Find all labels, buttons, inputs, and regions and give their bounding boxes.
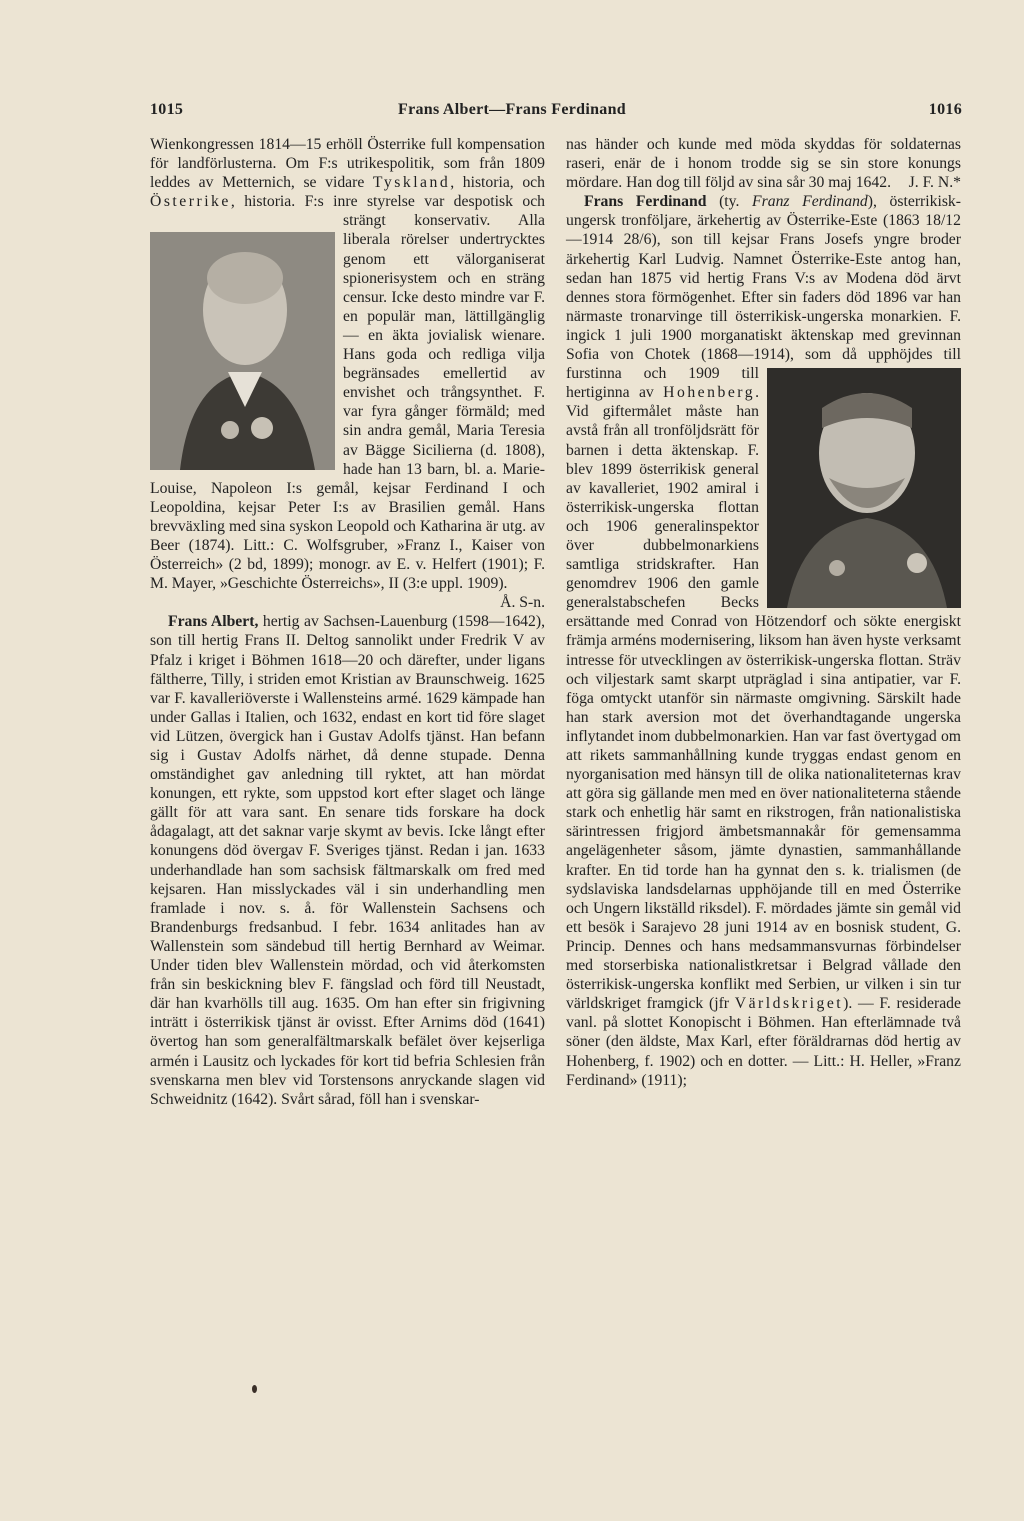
text-span: hertig av Sachsen-Lauenburg (1598—1642), son till hertig Frans II. Deltog sannolikt under Fredrik V av Pfalz i kriget i Böhmen 1618—20 och därefter, under ligans fältherre, Tilly, i striden emot Kristian av Braunschweig. 1625 var F. kavalleriöverste i Wallensteins armé. 1629 kämpade han under Gallas i Italien, och 1632, endast en kort tid före slaget vid Lützen, övergick han i Gustav Adolfs tjänst. Han befann sig i Gustav Adolfs närhet, då denne stupade. Denna omständighet gav anledning till ryktet, att han mördat konungen, ett rykte, som uppstod kort efter slaget och länge gällt för att vara sant. En senare tids forskare ha dock ådagalagt, att det saknar varje skymt av bevis. Icke långt efter konungens död övergav F. Sveriges tjänst. Redan i jan. 1633 underhandlade han som sachsisk fältmarskalk om fred med kejsaren. Han misslyckades väl i sin underhandling men framlade i nov. s. å. för Wallenstein Sachsens och Brandenburgs fredsanbud. I febr. 1634 anlitades han av Wallenstein som sändebud till hertig Bernhard av Weimar. Under tiden blev Wallenstein mördad, och vid återkomsten från sin beskickning blev F. fängslad och förd till Neustadt, där han kvarhölls till aug. 1635. Om han efter sin frigivning inträtt i österrikisk tjänst är ovisst. Efter Arnims död (1641) övertog han som generalfältmarskalk befälet över kejserliga armén i Lausitz och lyckades för kort tid befria Schlesien från svenskarna men blev vid Torstensons anryckande slagen vid Schweidnitz (1642). Svårt sårad, föll han i svenskar- xyxy=(150,613,545,1108)
entry-frans-albert xyxy=(150,612,545,1108)
ink-blot xyxy=(252,1385,257,1393)
german-name: Franz Ferdinand xyxy=(752,193,868,211)
author-signature: Å. S-n. xyxy=(500,594,545,612)
entry-frans-ferdinand xyxy=(566,192,961,1089)
text-span: , historia. F:s inre styrelse var despotisk och strängt konservativ. Alla liberala rörelser undertrycktes genom ett välorganiserat spionerisystem och en sträng censur. Icke desto mindre var F. en populär man, lättillgänglig — en äkta jovialisk wienare. Hans goda och redliga vilja begränsades emellertid av envishet och trångsynthet. F. var fyra gånger förmäld; med sin andra gemål, Maria Teresia av Bägge Sicilierna (d. 1808), hade han 13 barn, bl. a. Marie-Louise, Napoleon I:s gemål, kejsar Ferdinand I och Leopoldina, kejsar Peter I:s av Brasilien gemål. Hans brevväxling med sina syskon Leopold och Katharina är utg. av Beer (1874). Litt.: C. Wolfsgruber, »Franz I., Kaiser von Österreich» (2 bd, 1899); monogr. av E. v. Helfert (1901); F. M. Mayer, »Geschichte Österreichs», II (3:e uppl. 1909). xyxy=(150,193,545,593)
author-signature: J. F. N.* xyxy=(908,174,961,192)
text-span: . Vid giftermålet måste han avstå från all tronföljdsrätt för barnen i detta äktenskap. F. blev 1899 österrikisk general av kavalleriet, 1902 amiral i österrikisk-ungerska flottan och 1906 generalinspektor över dubbelmonarkiens samtliga stridskrafter. Han genomdrev 1906 den gamle generalstabschefen Becks ersättande med Conrad von Hötzendorf och sökte energiskt främja arméns modernisering, liksom han även hyste verksamt intresse för utvecklingen av österrikisk-ungerska flottan. Sträv och viljestark samt skarpt utpräglad i sina antipatier, var F. föga omtyckt utanför sin närmaste omgivning. Särskilt hade han stark aversion mot det överhandtagande ungerska inflytandet inom dubbelmonarkien. Han var fast övertygad om att rikets sammanhållning kunde tryggas endast genom en nyorganisation med hänsyn till de olika nationaliteternas krav att göra sig gällande men med en över nationaliteterna stående stark och enhetlig här samt en rikstrogen, från nationalistiska särintressen frigjord ämbetsmannakår för gemensamma angelägenheter såsom, jämte dynastien, sammanhållande krafter. En tid torde han ha gynnat den s. k. trialismen (de sydslaviska landsdelarnas upphöjande till en med Österrike och Ungern likställd riksdel). F. mördades jämte sin gemål vid ett besök i Sarajevo 28 juni 1914 av en bosnisk student, G. Princip. Dennes och hans medsammansvurnas förbindelser med storserbiska nationalistkretsar i Belgrad vållade den österrikisk-ungerska konflikt med Serbien, ur vilken i sin tur världskriget framgick (jfr xyxy=(566,384,961,1013)
birth-date: 18/12 xyxy=(925,212,961,230)
portrait-frans-ferdinand xyxy=(767,368,961,608)
text-span: , historia, och xyxy=(450,174,545,192)
text-span: ). — F. residerade vanl. på slottet Konopischt i Böhmen. Han efterlämnade två söner (den äldste, Max Karl, efter föräldrarnas död hertig av Hohenberg, f. 1902) och en dotter. — Litt.: H. Heller, »Franz Ferdinand» (1911); xyxy=(566,995,961,1089)
cross-ref-osterrike[interactable]: Österrike xyxy=(150,193,231,211)
cross-ref-hohenberg[interactable]: Hohenberg xyxy=(663,384,756,402)
cross-ref-tyskland[interactable]: Tyskland xyxy=(372,174,451,192)
running-head: Frans Albert—Frans Ferdinand xyxy=(398,101,626,118)
text-span: nas händer och kunde med möda skyddas för soldaternas raseri, enär de i honom trodde sig se sin store konungs mördare. Han dog till följd av sina sår 30 maj 1642. xyxy=(566,136,961,192)
text-span: ), son till kejsar Frans Josefs yngre broder ärkehertig Karl Ludvig. Namnet Österrike-Este antog han, sedan han 1875 vid hertig Frans V:s av Modena död ärvt dennes stora förmögenhet. Efter sin faders död 1896 var han närmaste tronarvinge till österrikisk-ungerska monarkien. F. ingick 1 juli 1900 morganatiskt äktenskap med grevinnan Sofia von Chotek (1868—1914), som då upphöjdes till furstinna och 1909 till hertiginna av xyxy=(566,231,961,402)
text-span: (ty. xyxy=(706,193,753,211)
text-span: —1914 xyxy=(566,231,624,249)
portrait-frans-i xyxy=(150,232,335,470)
page-number-right: 1016 xyxy=(928,101,962,118)
entry-title-frans-albert: Frans Albert, xyxy=(168,613,259,631)
page-number-left: 1015 xyxy=(150,101,184,118)
portrait-photo-icon xyxy=(767,368,961,608)
death-date: 28/6 xyxy=(623,231,652,249)
entry-frans-albert-continued xyxy=(566,135,961,192)
left-column xyxy=(150,135,545,1109)
text-span: Wienkongressen 1814—15 erhöll Österrike full kompensation för landförlusterna. Om F:s utrikespolitik, som från 1809 leddes av Metternich, se vidare xyxy=(150,136,545,192)
cross-ref-varldskriget[interactable]: Världskriget xyxy=(734,995,844,1013)
portrait-engraving-icon xyxy=(150,232,335,470)
entry-title-frans-ferdinand: Frans Ferdinand xyxy=(584,193,707,211)
text-span: ), österrikisk-ungersk tronföljare, ärkehertig av Österrike-Este (1863 xyxy=(566,193,961,230)
right-column xyxy=(566,135,961,1090)
